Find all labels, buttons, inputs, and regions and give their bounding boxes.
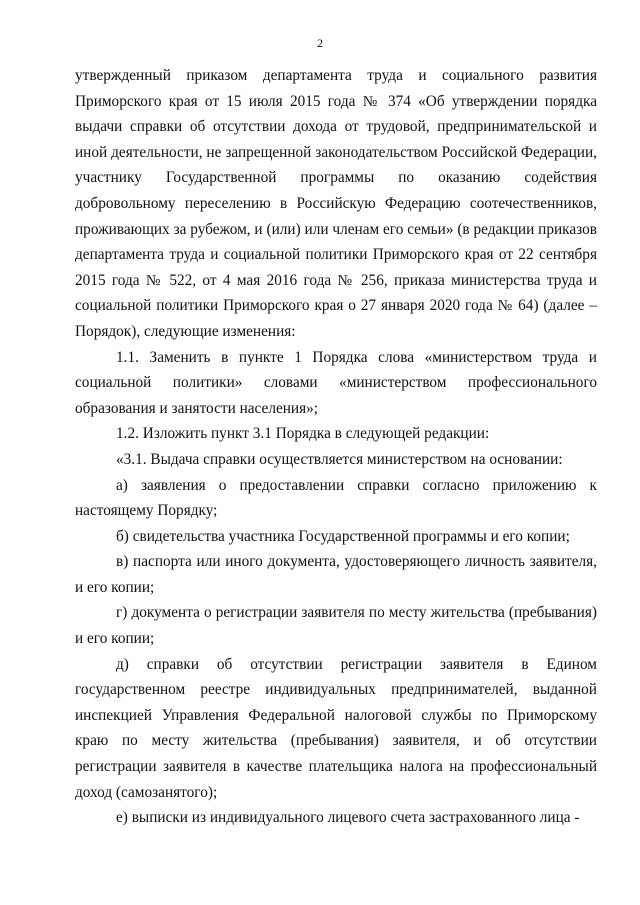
paragraph-intro: утвержденный приказом департамента труда и социального развития Приморского края от 15 июля 2015 года № 374 «Об утверждении порядка выдачи справки об отсутствии дохода от трудовой, предпринимательской и иной деятельности, не запрещенной законодательством Российской Федерации, участнику Государственной программы по оказанию содействия добровольному переселению в Российскую Федерацию соотечественников, проживающих за рубежом, и (или) или членам его семьи» (в редакции приказов департамента труда и социальной политики Приморского края от 22 сентября 2015 года № 522, от 4 мая 2016 года № 256, приказа министерства труда и социальной политики Приморского края о 27 января 2020 года № 64) (далее – Порядок), следующие изменения: xyxy=(75,67,597,340)
paragraph-item-v: в) паспорта или иного документа, удостоверяющего личность заявителя, и его копии; xyxy=(75,553,597,596)
paragraph-3-1: «3.1. Выдача справки осуществляется министерством на основании: xyxy=(116,450,563,468)
paragraph-item-a: а) заявления о предоставлении справки согласно приложению к настоящему Порядку; xyxy=(75,476,597,520)
page-number: 2 xyxy=(317,36,323,50)
document-body xyxy=(75,63,597,831)
paragraph-item-b: б) свидетельства участника Государственной программы и его копии; xyxy=(116,527,570,545)
paragraph-1-1: 1.1. Заменить в пункте 1 Порядка слова «министерством труда и социальной политики» словами «министерством профессионального образования и занятости населения»; xyxy=(75,348,597,417)
paragraph-item-d: д) справки об отсутствии регистрации заявителя в Едином государственном реестре индивидуальных предпринимателей, выданной инспекцией Управления Федеральной налоговой службы по Приморскому краю по месту жительства (пребывания) заявителя, и об отсутствии регистрации заявителя в качестве плательщика налога на профессиональный доход (самозанятого); xyxy=(75,655,597,801)
paragraph-1-2: 1.2. Изложить пункт 3.1 Порядка в следующей редакции: xyxy=(116,425,490,443)
paragraph-item-e: е) выписки из индивидуального лицевого счета застрахованного лица - xyxy=(116,809,580,827)
paragraph-item-g: г) документа о регистрации заявителя по месту жительства (пребывания) и его копии; xyxy=(75,604,597,648)
